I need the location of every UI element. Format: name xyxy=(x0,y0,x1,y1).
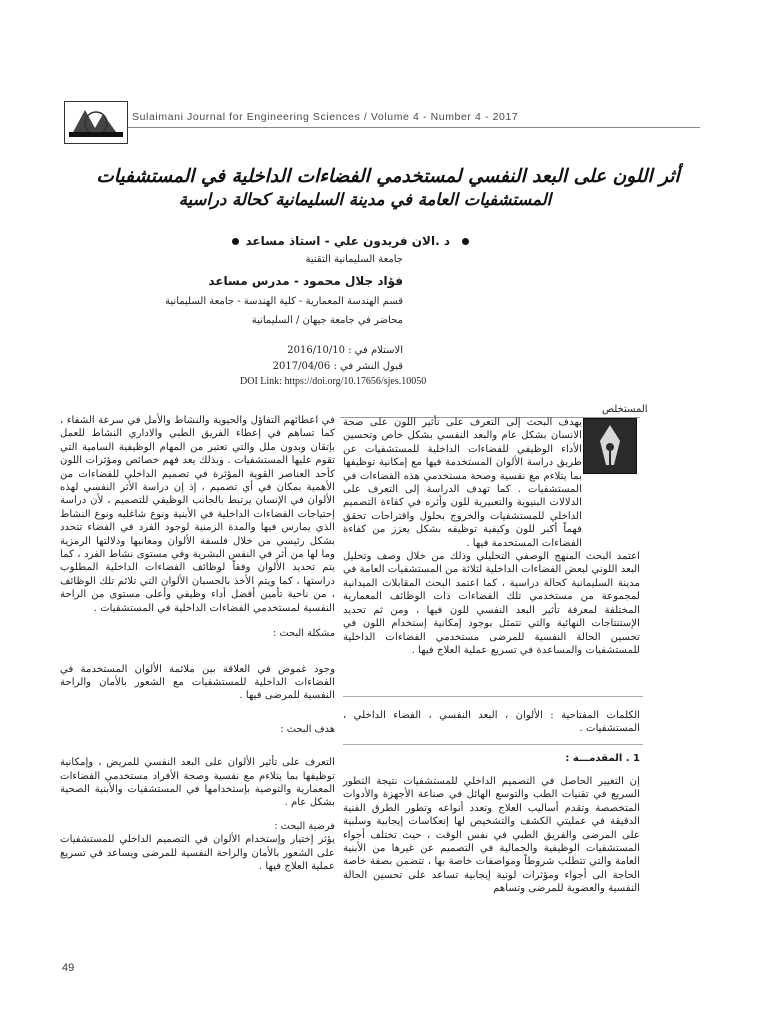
header-divider xyxy=(128,127,700,128)
keywords-divider-bottom xyxy=(343,744,643,745)
hypothesis-text: يؤثر إختيار وإستخدام الألوان في التصميم الداخلي للمستشفيات على الشعور بالأمان والراحة النفسية للمرضى ويساعد في تسريع عملية العلاج فيها . xyxy=(60,834,335,872)
abstract-body xyxy=(343,416,640,657)
introduction-paragraph: إن التغيير الحاصل في التصميم الداخلي للمستشفيات نتيجة التطور السريع في تقنيات الطب والتوسع الهائل في صناعة الأجهزة والأدوات المتخصصة وتقدم أساليب العلاج وتعدد أنواعه وتطور الطرق الفنية الدقيقة في عمليتي الكشف والتشخيص لها إنعكاسات إيجابية وسلبية على المرضى والفريق الطبي في نفس الوقت ، حيث تختلف أجواء المستشفيات الوظيفية والجمالية في التصميم عن غيرها من الأبنية العامة والتي تتطلب شروطاً ومواصفات خاصة بها ، تتضمن بصفة خاصة الحاجة الى أجواء ومؤثرات لونية إيجابية تساعد على تحسين الحالة النفسية والعضوية للمرضى وتساهم xyxy=(343,776,640,895)
left-column-paragraph: في اعطائهم التفاؤل والحيوية والنشاط والأمل في سرعة الشفاء ، كما تساهم في إعطاء الفريق الطبي والاداري النشاط للعمل بإتقان وبدون ملل والتي تعتبر من المهام الوظيفية السامية التي تقوم عليها المستشفيات . وبذلك يعد فهم خصائص ومؤثرات اللون كأحد العناصر القوية المؤثرة في تصميم الداخلي للفضاءات من الأهمية بمكان في أي تصميم ، إذ إن دراسة الأثر النفسي لهذه الألوان في الإنسان يرتبط بالجانب الوظيفي للتصميم ، لأن دراسة إحتياجات الفضاءات الداخلية في الأبنية ونوع شاغليه ونوع النشاط الذي يمارس فيها والمدة الزمنية لوجود الفرد في الفضاء تتحدد بشكل رئيسي من خلال فلسفة الألوان ومعانيها ودلالتها الرمزية وما لها من أثر في النفس البشرية وفي مستوى نشاط الفرد ، كما يتم تحديد الألوان وفقاً لوظائف الفضاءات الداخلية المطلوب دراستها ، كما ويتم الأخذ بالحسبان الألوان التي تلائم تلك الوظائف ، من ناحية تأمين أفضل أداء وظيفي وأعلى مستوى من الراحة النفسية لمستخدمي الفضاءات الداخلية في المستشفيات . xyxy=(60,415,335,614)
paper-title-line-1: أثر اللون على البعد النفسي لمستخدمي الفضاءات الداخلية في المستشفيات xyxy=(96,166,680,187)
problem-heading: مشكلة البحث : xyxy=(272,628,335,640)
left-column xyxy=(60,414,335,873)
aim-text: التعرف على تأثير الألوان على البعد النفسي للمريض ، وإمكانية توظيفها بما يتلاءم مع نفسية وصحة الأفراد مستخدمي الفضاءات المعمارية والتوصية بإستخدامها في المستشفيات والأبنية الصحية بشكل عام . xyxy=(60,757,335,809)
doi-link[interactable]: DOI Link: https://doi.org/10.17656/sjes.10050 xyxy=(240,376,427,387)
accepted-date: قبول النشر في : 2017/04/06 xyxy=(272,361,403,372)
introduction-body xyxy=(343,775,640,896)
problem-text: وجود غموض في العلاقة بين ملائمة الألوان المستخدمة في الفضاءات الداخلية للمستشفيات مع الشعور بالأمان والراحة النفسية للمرضى فيها . xyxy=(60,663,335,702)
aim-heading: هدف البحث : xyxy=(280,723,335,735)
journal-header: Sulaimani Journal for Engineering Sciences / Volume 4 - Number 4 - 2017 xyxy=(132,111,519,123)
page-number: 49 xyxy=(62,962,75,974)
introduction-heading: 1 . المقدمـــة : xyxy=(565,753,640,764)
keywords: الكلمات المفتاحية : الألوان ، البعد النفسي ، الفضاء الداخلي ، المستشفيات . xyxy=(343,710,640,735)
author-bullet-icon xyxy=(462,238,469,245)
author-1-affiliation: جامعة السليمانية التقنية xyxy=(305,254,403,265)
hypothesis-heading: فرضية البحث : xyxy=(274,820,335,832)
journal-logo-icon xyxy=(65,102,127,143)
author-2-affiliation-2: محاضر في جامعة جيهان / السليمانية xyxy=(251,315,403,326)
author-2-affiliation-1: قسم الهندسة المعمارية - كلية الهندسة - جامعة السليمانية xyxy=(165,296,403,307)
journal-logo xyxy=(64,101,128,144)
abstract-label: المستخلص xyxy=(602,404,648,415)
keywords-divider-top xyxy=(343,696,643,697)
author-2-name: فؤاد جلال محمود - مدرس مساعد xyxy=(208,274,403,288)
paper-title-line-2: المستشفيات العامة في مدينة السليمانية كحالة دراسية xyxy=(178,190,552,209)
author-bullet-icon xyxy=(232,238,239,245)
received-date: الاستلام في : 2016/10/10 xyxy=(287,345,403,356)
abstract-paragraph-1: يهدف البحث إلى التعرف على تأثير اللون على صحة الانسان بشكل عام والبعد النفسي بشكل خاص وتحسين الأداء الوظيفي للفضاءات الداخلية للمستشفيات عن طريق دراسة الألوان المستخدمة فيها مع إمكانية توظيفها بما يتلاءم مع نفسية وصحة مستخدمي هذه الفضاءات في المستشفيات . كما تهدف الدراسة إلى التعرف على الدلالات البنيوية والتعبيرية للون وأثره في كفاءة التصميم الداخلي للمستشفيات والخروج بحلول واقتراحات تحقق فهماً أكبر للون وكيفية توظيفه بشكل يعزز من كفاءة الفضاءات المستخدمة فيها . xyxy=(343,417,582,549)
author-1-name: د .الان فريدون علي - استاذ مساعد xyxy=(245,234,450,248)
abstract-paragraph-2: اعتمد البحث المنهج الوصفي التحليلي وذلك من خلال وصف وتحليل البعد اللوني لبعض الفضاءات الداخلية لثلاثة من المستشفيات العامة في مدينة السليمانية كحالة دراسية ، كما اعتمد البحث المقابلات الميدانية لمجموعة من مستخدمي تلك الفضاءات ذات الوظائف المعمارية المختلفة لمعرفة تأثير البعد النفسي للون فيها ، ومن ثم تحديد الإستنتاجات النهائية والتي تتمثل بوجود إمكانية إستخدام اللون في تحسين الحالة النفسية للمرضى مستخدمي الفضاءات الداخلية للمستشفيات والمساعدة في تسريع عملية العلاج فيها . xyxy=(343,551,640,656)
